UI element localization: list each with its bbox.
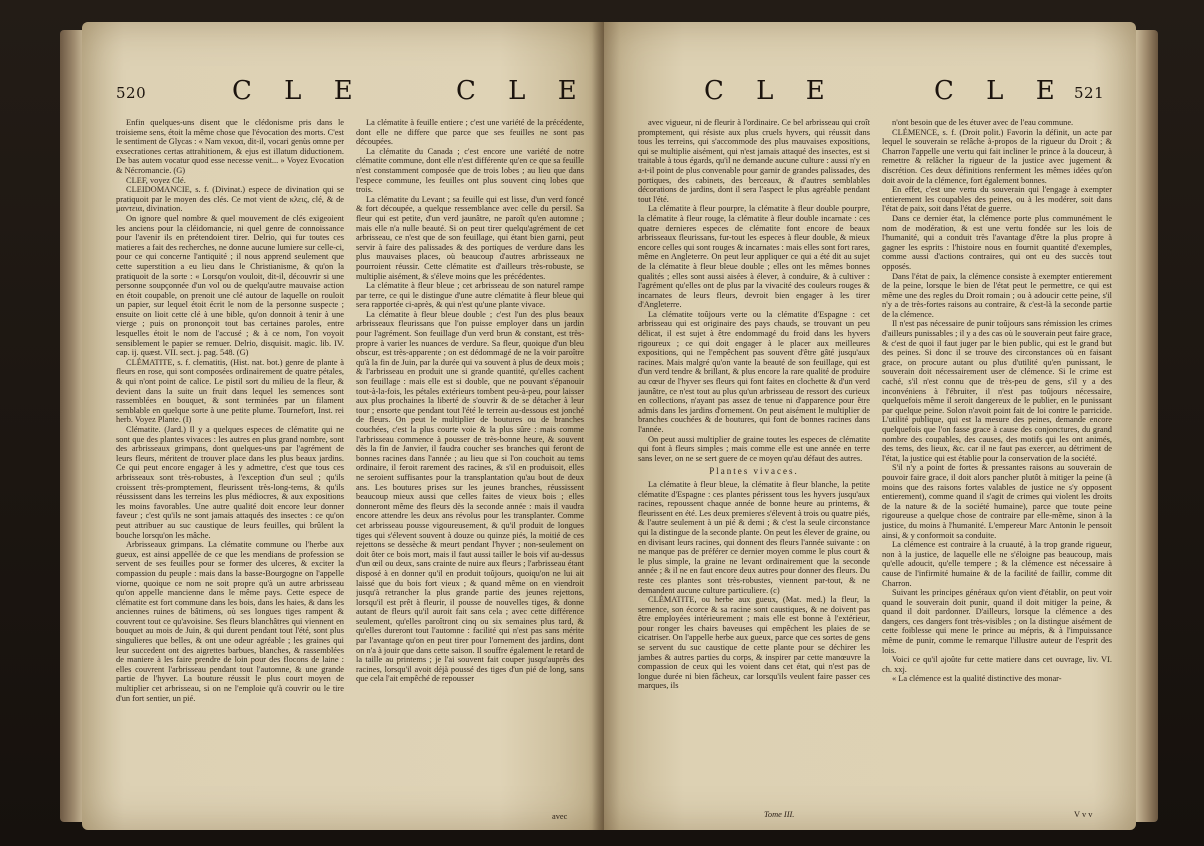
right-page-column-1 — [638, 118, 870, 818]
paragraph: La clématite à fleur bleue, la clématite à fleur blanche, la petite clématite d'Espagne : ces plantes périssent tous les hyvers jusqu'aux racines, repoussent chaque année de bonne heure au printems, & fleurissent en été. Les deux premieres s'élevent à trois ou quatre piés, & l'autre seulement à un pié & demi ; & c'est la seule circonstance qui la distingue de la seconde plante. On peut les élever de graine, ou en divisant leurs racines, qui donnent des fleurs l'année suivante : on ne manque pas de préférer ce dernier moyen comme le plus court & le plus simple, la graine ne levant ordinairement que la seconde année ; & il ne en faut encore deux autres pour donner des fleurs. Du reste ces plantes sont très-robustes, viennent par-tout, & ne demandent aucune culture particuliere. (c) — [638, 479, 870, 595]
left-page-edge-stack — [60, 30, 84, 822]
paragraph: S'il n'y a point de fortes & pressantes raisons au souverain de pouvoir faire grace, il doit alors pancher plutôt à mitiger la peine (à moins que des raisons fortes valables de justice ne s'y opposent entierement), comme quand il s'agit de crimes qui violent les droits de la nature & de la société humaine), parce que toute peine rigoureuse a quelque chose de contraire par elle-même, sinon à la justice, du moins à l'humanité. L'empereur Marc Antonin le pensoit ainsi, & y conformoit sa conduite. — [882, 463, 1112, 540]
right-page-edge-stack — [1136, 30, 1158, 822]
paragraph: avec vigueur, ni de fleurir à l'ordinaire. Ce bel arbrisseau qui croît promptement, qui résiste aux plus cruels hyvers, qui réussit dans tous les terreins, qui s'accommode des plus mauvaises expositions, qui se multiplie aisément, qui n'est jamais attaqué des insectes, est si traitable à tous égards, qu'il ne demande aucune culture : aussi n'y en a-t-il point de plus convenable pour garnir de grandes palissades, des portiques, des cabinets, des berceaux, & d'autres semblables décorations de jardins, dont il sera l'aspect le plus agréable pendant tout l'été. — [638, 118, 870, 204]
section-title: Plantes vivaces. — [709, 466, 799, 477]
paragraph: La clématite du Canada ; c'est encore une variété de notre clématite commune, dont elle n'est différente qu'en ce que sa feuille n'est constamment composée que de trois lobes ; au lieu que dans l'espece commune, les feuilles ont plus souvent cinq lobes que trois. — [356, 146, 584, 195]
page-number-left: 520 — [116, 84, 147, 102]
header-word: C L E — [704, 76, 837, 106]
paragraph: La clémence est contraire à la cruauté, à la trop grande rigueur, non à la justice, de laquelle elle ne s'éloigne pas beaucoup, mais qu'elle adoucit, qu'elle tempere ; & la clémence est nécessaire à cause de l'infirmité humaine & de la facilité de faillir, comme dit Charron. — [882, 540, 1112, 588]
paragraph: En effet, c'est une vertu du souverain qui l'engage à exempter entierement les coupables des peines, ou à les modérer, soit dans l'état de paix, soit dans l'état de guerre. — [882, 185, 1112, 214]
paragraph: La clématite à fleur bleue ; cet arbrisseau de son naturel rampe par terre, ce qui le distingue d'une autre clématite à fleur bleue qui sera rapportée ci-après, & qui n'est qu'une plante vivace. — [356, 281, 584, 310]
right-page-column-2 — [882, 118, 1112, 818]
paragraph: CLEIDOMANCIE, s. f. (Divinat.) espece de divination qui se pratiquoit par le moyen des clés. Ce mot vient de κλεις, clé, & de μαντεια, divination. — [116, 185, 344, 214]
paragraph: Suivant les principes généraux qu'on vient d'établir, on peut voir quand le souverain doit punir, quand il doit mitiger la peine, & quand il doit pardonner. D'ailleurs, lorsque la clémence a des dangers, ces dangers font très-visibles ; on la distingue aisément de cette foiblesse qui mene le prince au mépris, & à l'impuissance même de punir, comme le remarque l'illustre auteur de l'esprit des lois. — [882, 588, 1112, 655]
catchword: avec — [552, 812, 568, 821]
paragraph: La clématite à fleur bleue double ; c'est l'un des plus beaux arbrisseaux fleurissans que l'on puisse employer dans un jardin pour l'agrément. Son feuillage d'un verd brun & constant, est très-propre à varier les nuances de verdure. Sa fleur, quoique d'un bleu obscur, est très-apparente ; on est dédommagé de ne la voir paroître qu'à la fin de Juin, par la durée qui va souvent à plus de deux mois ; & l'arbrisseau en produit une si grande quantité, qu'elles cachent son feuillage : mais elle est si double, que ne pouvant s'épanouir tout-à-la-fois, les pétales extérieurs tombent peu-à-peu, pour laisser aux plus prochaines la liberté de s'ouvrir & de se détacher à leur tour ; ensorte que pendant tout l'été le terrein au-dessous est jonché de fleurs. On peut le multiplier de boutures ou de branches couchées, c'est la plus courte voie & la plus sûre : mais comme l'arbrisseau commence à pousser de très-bonne heure, & souvent dès la fin de Janvier, il faudra coucher ses branches qui feront de bonnes racines dans l'année ; au lieu que si l'on couchoit au tems ordinaire, il feroit rarement des racines, & s'il en produisoit, elles ne seroient suffisantes pour la transplantation qu'au bout de deux ans. Les boutures prises sur les jeunes branches, réussissent beaucoup mieux aussi que celles faites de vieux bois ; elles donneront même des fleurs dès la seconde année : mais il vaudra encore attendre les deux ans révolus pour les transplanter. Comme cet arbrisseau pousse vigoureusement, & qu'il produit de longues tiges qui s'élevent souvent à douze ou quinze piés, la moitié de ces rejettons se dessèche & meurt pendant l'hyver ; non-seulement on doit ôter ce bois mort, mais il faut aussi tailler le bois vif au-dessus d'un œil ou deux, sans crainte de nuire aux fleurs ; l'arbrisseau étant disposé à en donner qu'il en produit toûjours, quoiqu'on ne lui ait laissé que du bois fort vieux ; & quand même on en viendroit jusqu'à retrancher la plus grande partie des jeunes rejettons, lorsqu'il est prêt à fleurir, il pousse de nouvelles tiges, & donne autant de fleurs qu'il auroit fait sans cela ; avec cette différence seulement, qu'elles paroîtront cinq ou six semaines plus tard, & qu'elles dureront tout l'automne : facilité qui n'est pas sans mérite par l'avantage qu'on en peut tirer pour l'ornement des jardins, dont on n'a à jouir que dans cette saison. Il souffre également le retard de la taille au printems ; je l'ai souvent fait couper jusqu'auprès des racines, lorsqu'il avoit déjà poussé des tiges d'un pié de long, sans que cela l'ait empêché de repousser — [356, 309, 584, 684]
header-word: C L E — [232, 76, 365, 106]
paragraph: Voici ce qu'il ajoûte fur cette matiere dans cet ouvrage, liv. VI. ch. xxj. — [882, 655, 1112, 674]
paragraph: La clématite à fleur pourpre, la clématite à fleur double pourpre, la clématite à fleur rouge, la clématite à fleur double incarnate : ces quatre dernieres especes de clématite font encore de beaux arbrisseaux fleurissans, fur-tout les especes à fleur double, & mieux encore celles qui sont rouges & incarnates : mais elles sont fort rares, même en Angleterre. On peut leur appliquer ce qui a été dit au sujet de la clématite à fleur bleue double ; elles ont les mêmes bonnes qualités ; elles sont aussi aisées à élever, à conduire, & à cultiver : l'agrément qu'elles ont de plus par la vivacité des couleurs rouges & incarnates de leurs fleurs, devroit bien engager à les tirer d'Angleterre. — [638, 204, 870, 310]
paragraph: On peut aussi multiplier de graine toutes les especes de clématite qui font à fleurs simples ; mais comme elle est une année en terre sans lever, on ne se sert guere de ce moyen qu'au défaut des autres. — [638, 434, 870, 463]
paragraph: La clématite toûjours verte ou la clématite d'Espagne : cet arbrisseau qui est originaire des pays chauds, se trouvant un peu délicat, il est sujet à être endommagé du froid dans les hyvers rigoureux ; ce qui doit engager à le placer aux meilleures expositions, qui ne l'empêchent pas souvent d'être gâté jusqu'aux racines. Mais malgré qu'on vante la beauté de son feuillage, qui est d'un verd tendre & brillant, & plus encore la rare qualité de produire au cœur de l'hyver ses fleurs qui font faites en clochette & d'un verd jaunâtre, ce n'est tout au plus qu'un arbrisseau de ressort des curieux en collections, n'ayant pas assez de tenue ni d'apparence pour être admis dans les jardins d'ornement. On peut aisément le multiplier de branches couchées & de boutures, qui font de bonnes racines dans l'année. — [638, 309, 870, 434]
right-page — [604, 22, 1136, 830]
left-page — [82, 22, 604, 830]
tome-label: Tome III. — [764, 810, 795, 819]
header-word: C L E — [456, 76, 589, 106]
paragraph: Arbrisseaux grimpans. La clématite commune ou l'herbe aux gueux, est ainsi appellée de ce que les mendians de profession se servent de ses feuilles pour se former des ulceres, & exciter la compassion du peuple : mais dans la basse-Bourgogne on l'appelle viorne, quoique ce nom ne soit propre qu'à un autre arbrisseau qu'on appelle mancienne dans le même pays. Cette espece de clématite est fort commune dans les bois, dans les haies, & dans les anciennes ruines de bâtimens, où ses longues tiges rampent & couvrent tout ce qu'avoisine. Ses fleurs blanchâtres qui viennent en bouquet au mois de Juin, & qui durent pendant tout l'été, sont plus singulieres que belles, & ont une odeur agréable ; les graines qui leur succedent ont des aigrettes barbues, blanches, & rassemblées de maniere à les faire prendre de loin pour des flocons de laine : elles couvrent l'arbrisseau pendant tout l'automne, & une grande partie de l'hyver. La bouture réussit le plus court moyen de multiplier cet arbrisseau, si on ne l'emploie qu'à couvrir ou le tire d'un fort sentier, un pié. — [116, 540, 344, 703]
right-page-header — [604, 72, 1136, 112]
paragraph: CLÉMATITE, ou herbe aux gueux, (Mat. med.) la fleur, la semence, son écorce & sa racine sont caustiques, & ne doivent pas être employées intérieurement ; mais elle est bonne à l'extérieur, pour ronger les chairs baveuses qui empêchent les plaies de se cicatriser. On l'appelle herbe aux gueux, parce que ces sortes de gens se servent du suc caustique de cette plante pour se déchirer les jambes & autres parties du corps, & inspirer par cette manœuvre la compassion de ceux qui les voient dans cet état, qui n'est pas de longue durée ni bien fâcheux, car lorsqu'ils veulent faire passer ces marques, ils — [638, 595, 870, 691]
paragraph: La clématite à feuille entiere ; c'est une variété de la précédente, dont elle ne differe que parce que ses feuilles ne sont pas découpées. — [356, 118, 584, 147]
paragraph: n'ont besoin que de les étuver avec de l'eau commune. — [892, 118, 1074, 127]
page-number-right: 521 — [1074, 84, 1105, 102]
paragraph: CLÉMATITE, s. f. clematitis, (Hist. nat. bot.) genre de plante à fleurs en rose, qui sont composées ordinairement de quatre pétales, & qui n'ont point de calice. Le pistil sort du milieu de la fleur, & devient dans la suite un fruit dans lequel les semences sont rassemblées en bouquet, & sont terminées par un filament semblable en quelque sorte à une petite plume. Tournefort, Inst. rei herb. Voyez Plante. (I) — [116, 357, 344, 425]
left-page-column-1 — [116, 118, 344, 818]
paragraph: Il n'est pas nécessaire de punir toûjours sans rémission les crimes d'ailleurs punissables ; il y a des cas où le souverain peut faire grace, & c'est de quoi il faut juger par le bien public, qui est le grand but des peines. Si donc il se trouve des circonstances où en faisant grace, on procure autant ou plus d'utilité qu'en punissant, le souverain doit nécessairement user de clémence. Si le crime est caché, s'il n'est connu que de très-peu de gens, s'il y a des inconvéniens à l'ébruiter, il n'est pas toûjours nécessaire, quelquefois même il seroit dangereux de le publier, en le punissant par quelque peine. Solon n'avoit point fait de loi contre le parricide. L'utilité publique, qui est la mesure des peines, demande encore quelquefois que l'on fasse grace à cause des conjonctures, du grand nombre des coupables, des causes, des motifs qui les ont animés, des tems, des lieux, &c. car il ne faut pas exercer, au détriment de l'état, la justice qui est établie pour la conservation de la société. — [882, 319, 1112, 463]
paragraph: Clématite. (Jard.) Il y a quelques especes de clématite qui ne sont que des plantes vivaces : les autres en plus grand nombre, sont des arbrisseaux grimpans, dont quelques-uns par l'agrément de leurs fleurs, méritent de trouver place dans les plus beaux jardins. Ce qui peut encore engager à les y admettre, c'est que tous ces arbrisseaux sont très-robustes, à l'exception d'un seul ; qu'ils croissent très-promptement, fleurissent très-long-tems, & qu'ils réussissent dans les terreins les plus médiocres, & aux expositions les moins favorables. Une autre qualité doit encore leur donner faveur ; c'est qu'ils ne sont jamais attaqués des insectes : ce qu'on peut attribuer au suc caustique de leurs feuilles, qui brûlent la bouche lorsqu'on les mâche. — [116, 425, 344, 540]
paragraph: « La clémence est la qualité distinctive des monar- — [892, 674, 1062, 684]
signature-mark: V v v — [1074, 810, 1093, 819]
paragraph: Dans l'état de paix, la clémence consiste à exempter entierement de la peine, lorsque le bien de l'état peut le permettre, ce qui est même une des regles du Droit romain ; ou à adoucir cette peine, s'il n'y a de très-fortes raisons au contraire, & c'est-là la seconde partie de la clémence. — [882, 271, 1112, 319]
paragraph: On ignore quel nombre & quel mouvement de clés exigeoient les anciens pour la cléidomancie, ni quel genre de connoissance pour l'avenir ils en prétendoient tirer. Delrio, qui fur toutes ces matieres a fait des recherches, ne donne aucune lumiere sur celle-ci, pour ce qui concerne l'antiquité ; il nous apprend seulement que cette superstition a eu lieu dans le Christianisme, & qu'on la pratiquoit de la sorte : « Lorsqu'on vouloit, dit-il, découvrir si une personne soupçonnée d'un vol ou de quelqu'autre mauvaise action en étoit coupable, on prenoit une clé autour de laquelle on rouloit un papier, sur lequel étoit écrit le nom de la personne suspecte ; ensuite on lioit cette clé à une bible, qu'on donnoit à tenir à une vierge ; puis on prononçoit tout bas certaines paroles, entre lesquelles étoit le nom de l'accusé ; & à ce nom, l'on voyoit sensiblement le papier se remuer. Delrio, disquisit. magic. lib. IV. cap. ij. quæst. VII. sect. j. pag. 548. (G) — [116, 213, 344, 358]
header-word: C L E — [934, 76, 1067, 106]
paragraph: Dans ce dernier état, la clémence porte plus communément le nom de modération, & est une vertu fondée sur les lois de l'humanité, qui a conduit très l'avantage d'être la plus propre à gagner les esprits : l'histoire nous en fournit quantité d'exemples, comme aussi d'actions contraires, qui ont eu des succès tout opposés. — [882, 213, 1112, 271]
left-page-column-2 — [356, 118, 584, 818]
paragraph: La clématite du Levant ; sa feuille qui est lisse, d'un verd foncé & fort découpée, a quelque ressemblance avec celle du persil. Sa fleur qui est petite, d'un verd jaunâtre, ne paroît qu'en automne ; mais elle n'a nulle beauté. Si on peut tirer quelqu'agrément de cet arbrisseau, ce n'est que de son feuillage, qui étant bien garni, peut servir à faire des palissades & des portiques de verdure dans les plus mauvaises places, où beaucoup d'autres arbrisseaux ne pourroient réussir. Cette clématite est d'ailleurs très-robuste, se multiplie aisément, & s'éleve moins que les précédentes. — [356, 194, 584, 281]
paragraph: CLEF, voyez Clé. — [126, 175, 186, 185]
paragraph: CLÉMENCE, s. f. (Droit polit.) Favorin la définit, un acte par lequel le souverain se relâche à-propos de la rigueur du Droit ; & Charron l'appelle une vertu qui fait incliner le prince à la douceur, à remettre & relâcher la rigueur de la justice avec jugement & discrétion. Ces deux définitions renferment les mêmes idées qu'on doit avoir de la clémence, fort également bonnes. — [882, 127, 1112, 185]
left-page-header — [82, 72, 604, 112]
paragraph: Enfin quelques-uns disent que le clédonisme pris dans le troisieme sens, étoit la même chose que l'évocation des morts. C'est le sentiment de Glycas : « Nam νεκυα, dit-il, vocari genùs omne per exsecrationes certas attrahitionem, & ejus est illatum diductionem. De bas autem vocatur quod esse necesse venit... » Voyez Evocation & Nécromancie. (G) — [116, 118, 344, 175]
